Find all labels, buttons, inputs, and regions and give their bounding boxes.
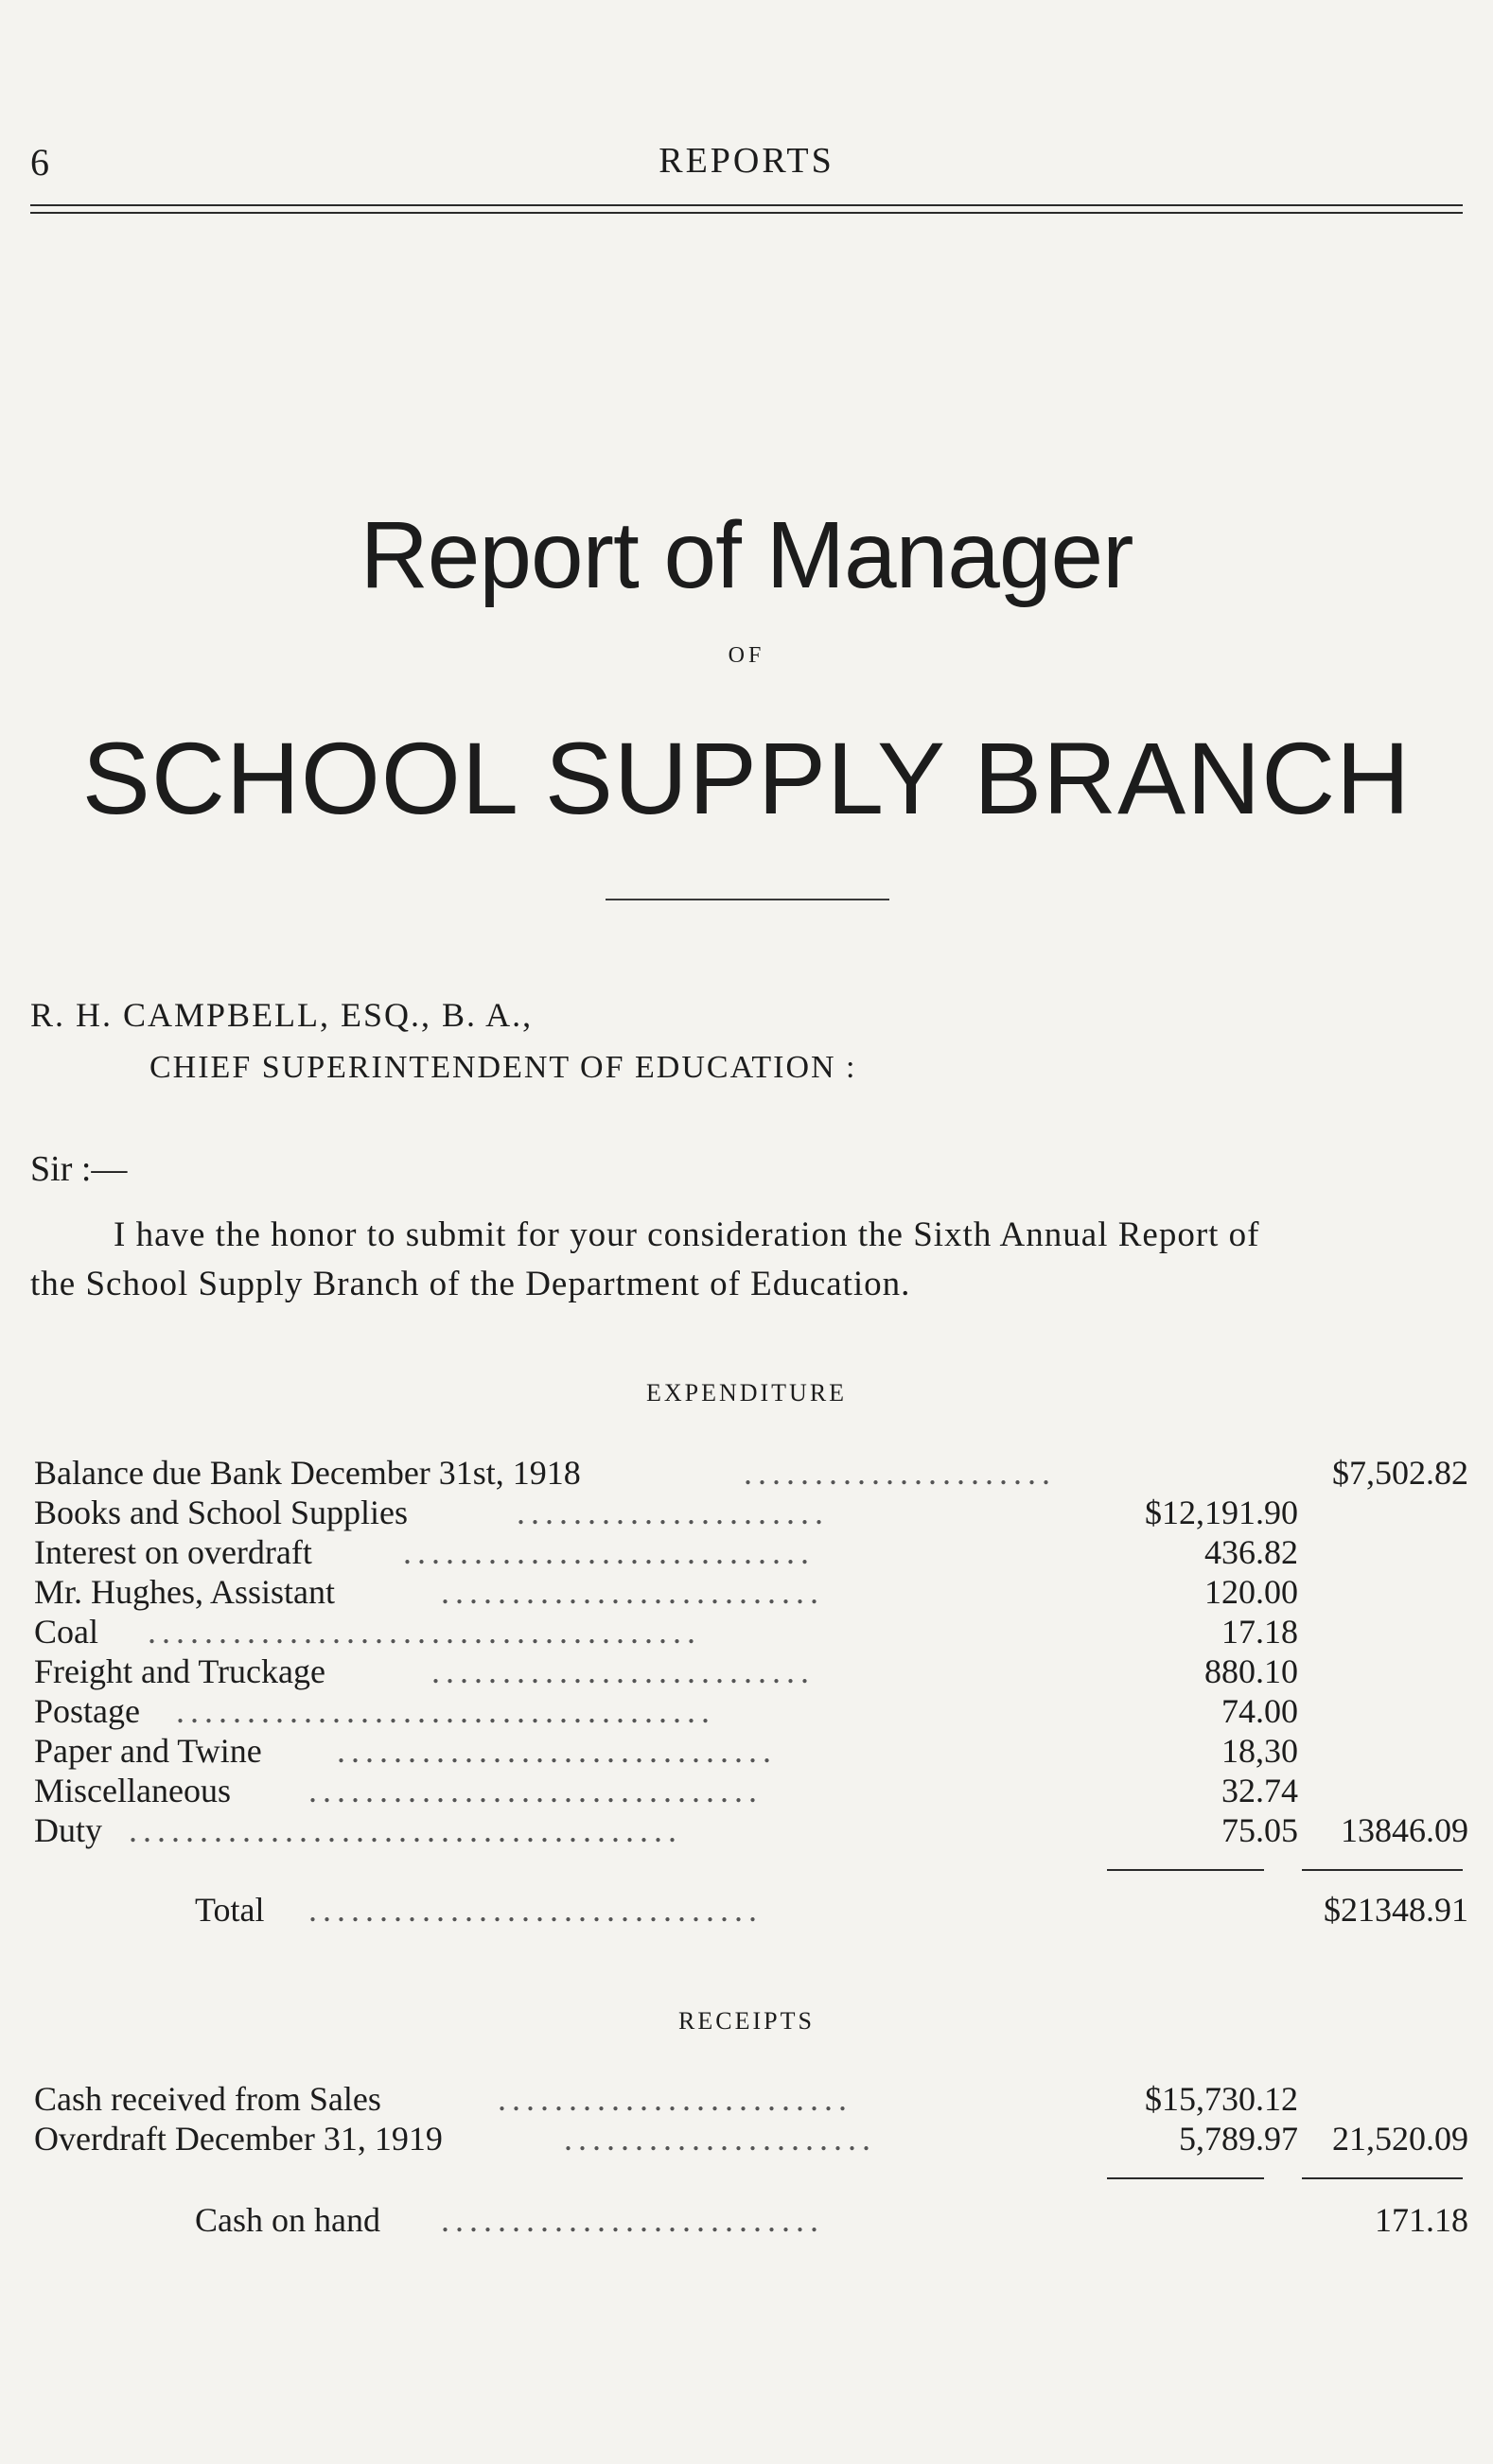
dot-leader: .......................................	[129, 1811, 682, 1849]
row-amount: 75.05	[1221, 1811, 1298, 1849]
row-amount: $15,730.12	[1145, 2080, 1298, 2118]
title-divider	[606, 899, 889, 900]
row-total: 13846.09	[1341, 1811, 1468, 1849]
row-label: Freight and Truckage	[34, 1652, 325, 1690]
row-total: 21,520.09	[1332, 2120, 1468, 2158]
dot-leader: ................................	[308, 1891, 763, 1929]
dot-leader: ......................	[564, 2120, 876, 2158]
header-rule-top	[30, 204, 1463, 206]
intro-line-2: the School Supply Branch of the Department of Education.	[30, 1265, 911, 1303]
dot-leader: ......................	[517, 1494, 829, 1531]
dot-leader: ...........................	[431, 1652, 815, 1690]
report-title: Report of Manager	[360, 502, 1133, 608]
dot-leader: .......................................	[148, 1613, 701, 1651]
row-amount: 120.00	[1204, 1573, 1298, 1611]
total-label: Total	[195, 1891, 265, 1929]
balance-label: Cash on hand	[195, 2201, 380, 2239]
subtotal-rule	[1302, 2177, 1463, 2179]
row-amount: 17.18	[1221, 1613, 1298, 1651]
table-row	[34, 1810, 1468, 1852]
total-row	[34, 1890, 1468, 1931]
dot-leader: ................................	[308, 1772, 763, 1809]
dot-leader: .........................	[498, 2080, 852, 2118]
dot-leader: .............................	[403, 1533, 815, 1571]
row-label: Cash received from Sales	[34, 2080, 381, 2118]
row-label: Overdraft December 31, 1919	[34, 2120, 443, 2158]
running-head: REPORTS	[659, 141, 834, 181]
dot-leader: ......................	[744, 1454, 1056, 1492]
header-rule-bottom	[30, 212, 1463, 214]
row-amount: $12,191.90	[1145, 1494, 1298, 1531]
addressee-title: CHIEF SUPERINTENDENT OF EDUCATION :	[149, 1050, 857, 1085]
subtotal-rule	[1107, 1869, 1264, 1871]
table-row	[34, 1493, 1468, 1534]
dot-leader: ...............................	[337, 1732, 777, 1770]
balance-value: 171.18	[1375, 2201, 1468, 2239]
expenditure-heading: EXPENDITURE	[645, 1379, 848, 1407]
row-label: Duty	[34, 1811, 102, 1849]
table-row	[34, 1612, 1468, 1653]
row-label: Books and School Supplies	[34, 1494, 409, 1531]
table-row	[34, 2119, 1468, 2160]
page-number: 6	[30, 141, 49, 183]
row-label: Mr. Hughes, Assistant	[34, 1573, 336, 1611]
balance-row	[34, 2200, 1468, 2242]
row-label: Paper and Twine	[34, 1732, 262, 1770]
row-label: Interest on overdraft	[34, 1533, 312, 1571]
row-amount: 880.10	[1204, 1652, 1298, 1690]
table-row	[34, 1771, 1468, 1812]
row-amount: 5,789.97	[1179, 2120, 1298, 2158]
row-label: Miscellaneous	[34, 1772, 231, 1809]
row-label: Balance due Bank December 31st, 1918	[34, 1454, 581, 1492]
salutation: Sir :—	[30, 1149, 128, 1189]
dot-leader: ...........................	[441, 1573, 824, 1611]
table-row	[34, 1532, 1468, 1574]
row-amount: 436.82	[1204, 1533, 1298, 1571]
total-value: $21348.91	[1324, 1891, 1468, 1929]
table-row	[34, 1691, 1468, 1733]
row-label: Coal	[34, 1613, 98, 1651]
table-row	[34, 1731, 1468, 1773]
addressee-name: R. H. CAMPBELL, ESQ., B. A.,	[30, 996, 534, 1034]
row-total: $7,502.82	[1332, 1454, 1468, 1492]
row-amount: 32.74	[1221, 1772, 1298, 1809]
table-row	[34, 2079, 1468, 2121]
title-of: OF	[728, 643, 765, 668]
subtotal-rule	[1302, 1869, 1463, 1871]
intro-line-1: I have the honor to submit for your consideration the Sixth Annual Report of	[114, 1215, 1260, 1254]
dot-leader: ...........................	[441, 2201, 824, 2239]
table-row	[34, 1572, 1468, 1614]
subtotal-rule	[1107, 2177, 1264, 2179]
report-subtitle: SCHOOL SUPPLY BRANCH	[81, 721, 1412, 835]
receipts-heading: RECEIPTS	[678, 2007, 815, 2035]
table-row	[34, 1453, 1468, 1494]
row-amount: 74.00	[1221, 1692, 1298, 1730]
dot-leader: ......................................	[176, 1692, 715, 1730]
row-amount: 18,30	[1221, 1732, 1298, 1770]
table-row	[34, 1651, 1468, 1693]
row-label: Postage	[34, 1692, 140, 1730]
